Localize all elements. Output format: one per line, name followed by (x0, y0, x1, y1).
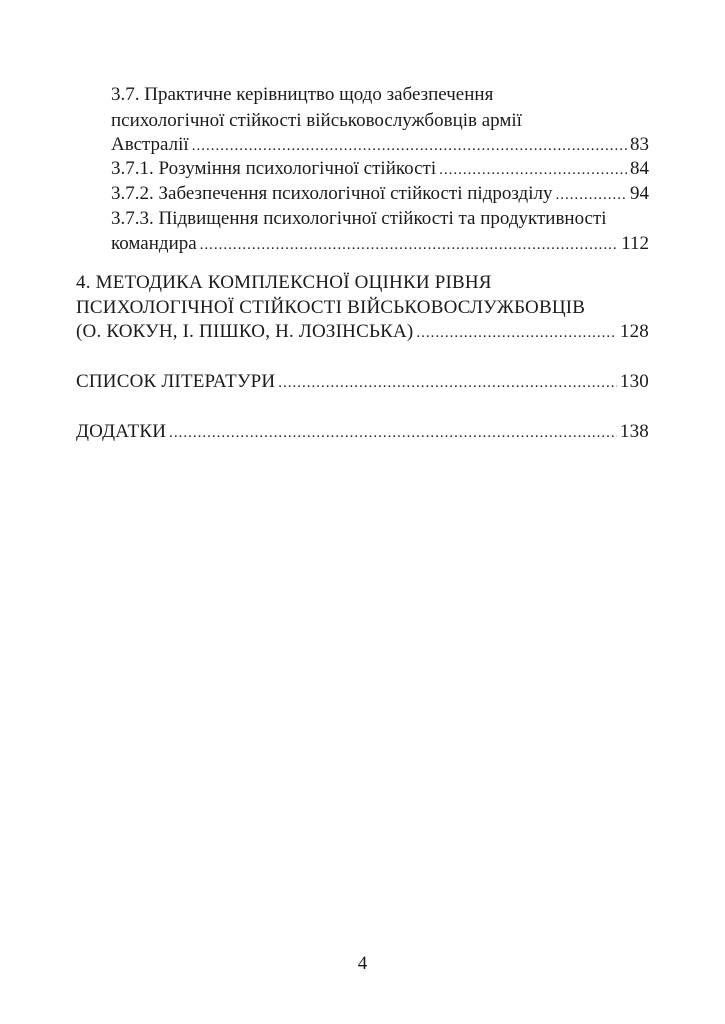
toc-entry-3-7-2 (111, 181, 649, 207)
toc-entry-references (76, 369, 649, 395)
toc-leader-dots (278, 370, 617, 396)
toc-entry-appendices-page: 138 (619, 421, 649, 442)
toc-entry-4-line-3 (76, 319, 649, 345)
toc-entry-3-7-1-page: 84 (630, 158, 649, 179)
toc-leader-dots (200, 232, 619, 258)
toc-leader-dots (555, 182, 627, 208)
toc-entry-3-7-text: Австралії (111, 134, 189, 155)
toc-leader-dots (169, 420, 617, 446)
toc-entry-references-page: 130 (619, 371, 649, 392)
toc-entry-3-7-page: 83 (630, 134, 649, 155)
toc-entry-3-7-1 (111, 156, 649, 182)
toc-entry-3-7-3-page: 112 (621, 233, 649, 254)
toc-entry-references-text: СПИСОК ЛІТЕРАТУРИ (76, 371, 276, 392)
toc-entry-4-line-2: ПСИХОЛОГІЧНОЇ СТІЙКОСТІ ВІЙСЬКОВОСЛУЖБОВЦІВ (76, 297, 586, 318)
toc-entry-3-7-line-2: психологічної стійкості військовослужбовців армії (111, 110, 522, 131)
toc-entry-3-7-3-line-1: 3.7.3. Підвищення психологічної стійкості та продуктивності (111, 208, 607, 229)
toc-entry-4-line-1: 4. МЕТОДИКА КОМПЛЕКСНОЇ ОЦІНКИ РІВНЯ (76, 272, 492, 293)
toc-entry-3-7-line-1: 3.7. Практичне керівництво щодо забезпечення (111, 84, 494, 105)
toc-entry-4-page: 128 (619, 321, 649, 342)
toc-leader-dots (439, 157, 627, 183)
toc-entry-3-7-1-text: 3.7.1. Розуміння психологічної стійкості (111, 158, 437, 179)
toc-entry-3-7-line-3 (111, 132, 649, 158)
toc-leader-dots (416, 320, 616, 346)
toc-entry-4-text: (О. КОКУН, І. ПІШКО, Н. ЛОЗІНСЬКА) (76, 321, 414, 342)
toc-entry-appendices (76, 419, 649, 445)
toc-entry-3-7-2-text: 3.7.2. Забезпечення психологічної стійкості підрозділу (111, 183, 553, 204)
page-number: 4 (357, 953, 368, 974)
toc-entry-3-7-3-text: командира (111, 233, 197, 254)
toc-entry-3-7-3-line-2 (111, 231, 649, 257)
toc-entry-appendices-text: ДОДАТКИ (76, 421, 167, 442)
toc-entry-3-7-2-page: 94 (630, 183, 649, 204)
